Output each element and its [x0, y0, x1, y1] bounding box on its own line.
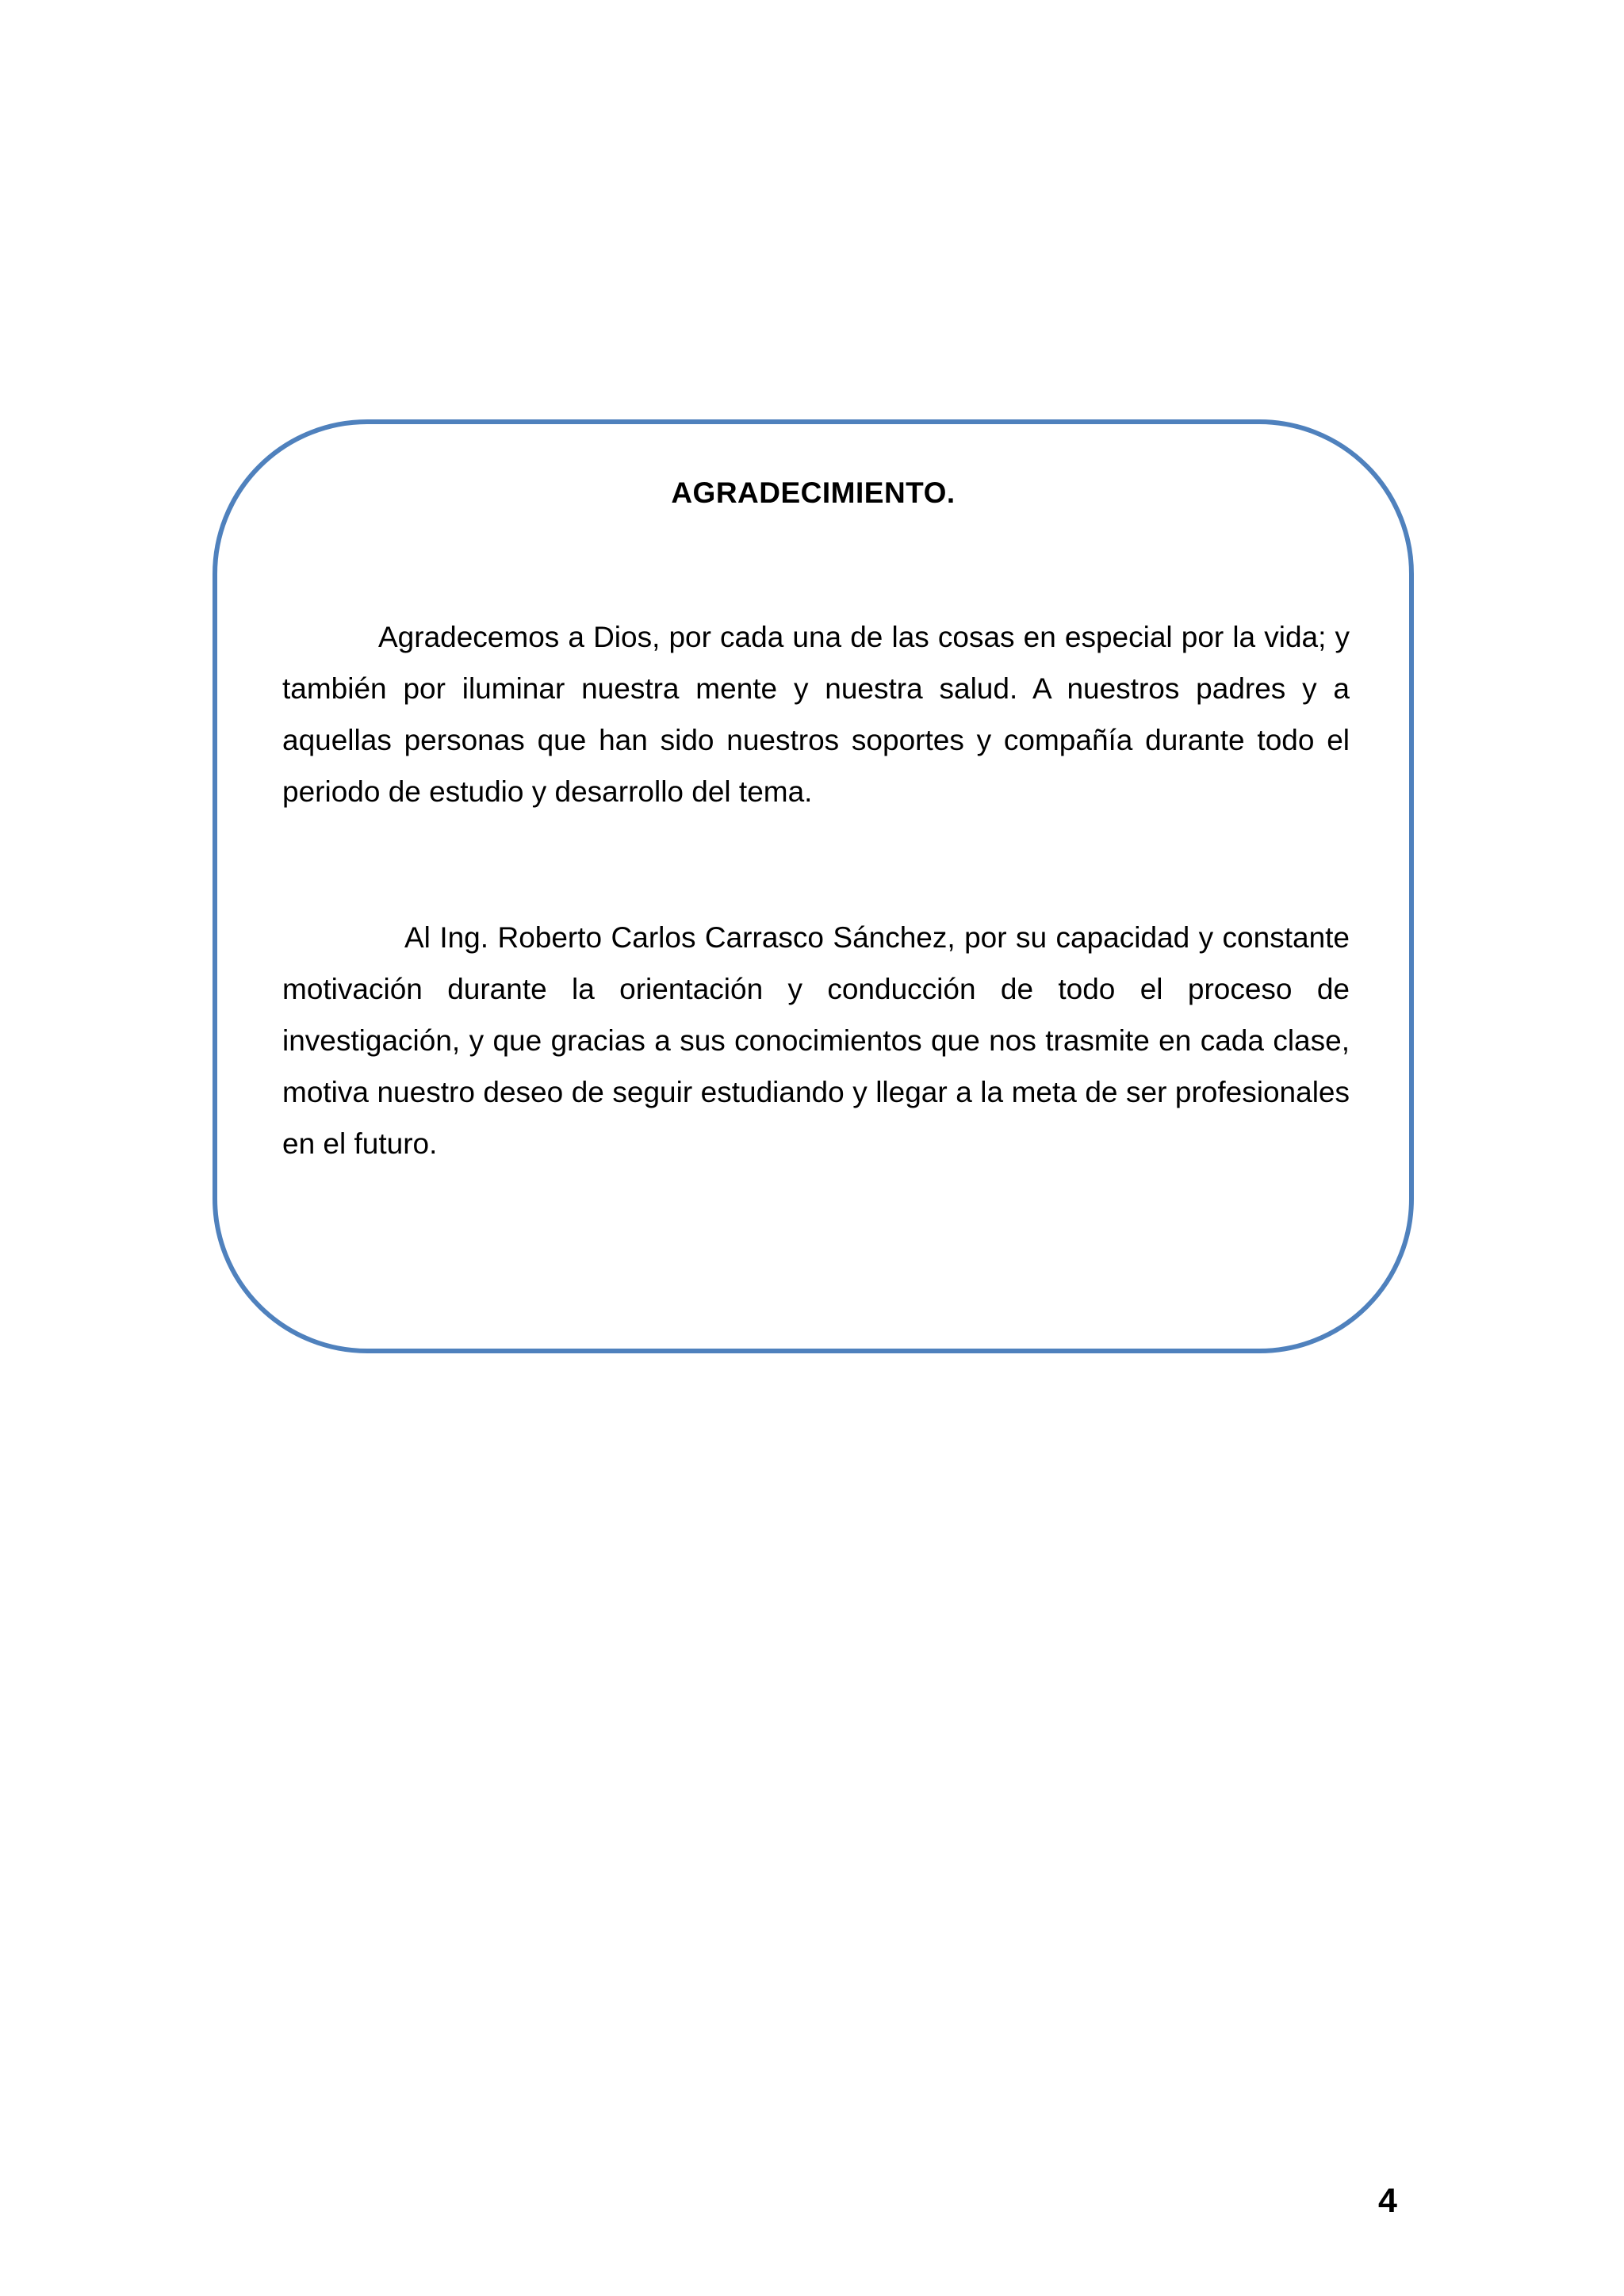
- acknowledgement-frame: [213, 419, 1414, 1353]
- acknowledgement-paragraph-engineer: Al Ing. Roberto Carlos Carrasco Sánchez, por su capacidad y constante motivación durante la orientación y conducción de todo el proceso de investigación, y que gracias a sus conocimientos que nos trasmite en cada clase, motiva nuestro deseo de seguir estudiando y llegar a la meta de ser profesionales en el futuro.: [282, 921, 1350, 1160]
- page-number: 4: [1378, 2182, 1397, 2220]
- acknowledgement-paragraph-god-parents: Agradecemos a Dios, por cada una de las cosas en especial por la vida; y también por iluminar nuestra mente y nuestra salud. A nuestros padres y a aquellas personas que han sido nuestros soportes y compañía durante todo el periodo de estudio y desarrollo del tema.: [282, 621, 1350, 808]
- page-title: AGRADECIMIENTO.: [671, 476, 956, 509]
